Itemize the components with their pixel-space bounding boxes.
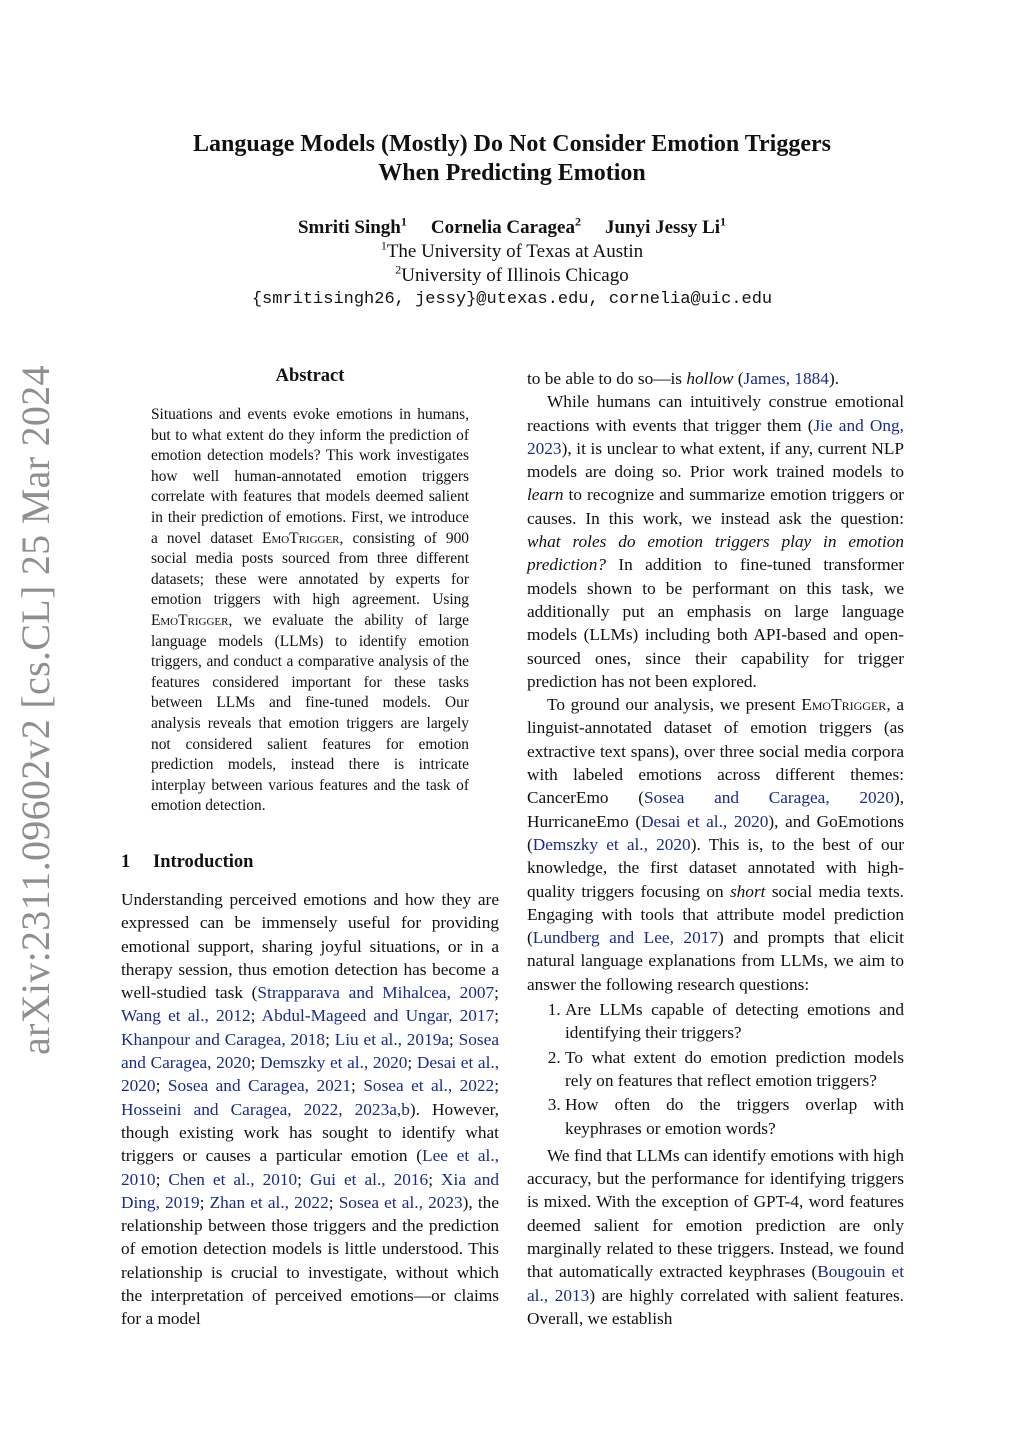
citation-link[interactable]: Gui et al., 2016	[310, 1169, 429, 1189]
citation-link[interactable]: Desai et al., 2020	[641, 811, 769, 831]
citation-link[interactable]: Abdul-Mageed and Ungar, 2017	[261, 1006, 495, 1026]
citation-link[interactable]: Wang et al., 2012	[121, 1006, 251, 1026]
arxiv-identifier-stamp: arXiv:2311.09602v2 [cs.CL] 25 Mar 2024	[13, 365, 58, 1055]
author-name: Cornelia Caragea	[430, 217, 575, 238]
paper-title	[100, 130, 924, 188]
introduction-right-column	[527, 367, 904, 1330]
abstract-heading: Abstract	[275, 366, 345, 386]
dataset-name: EmoTrigger	[151, 611, 229, 629]
list-item: 1. Are LLMs capable of detecting emotions and identifying their triggers?	[565, 998, 904, 1045]
affiliation-line: $^1$The University of Texas at Austin	[380, 238, 644, 262]
abstract-text: Situations and events evoke emotions in humans, but to what extent do they inform the prediction of emotion detection models? This work investigates how well human-annotated emotion triggers correlate with features that models deemed salient in their prediction of emotions. First, we introduce a novel dataset EmoTrigger, consisting of 900 social media posts sourced from three different datasets; these were annotated by experts for emotion triggers with high agreement. Using EmoTrigger, we evaluate the ability of large language models (LLMs) to identify emotion triggers, and conduct a comparative analysis of the features considered important for these tasks between LLMs and fine-tuned models. Our analysis reveals that emotion triggers are largely not considered salient features for emotion prediction models, instead there is intricate interplay between various features and the task of emotion detection.	[151, 406, 469, 815]
paragraph: To ground our analysis, we present EmoTrigger, a linguist-annotated dataset of emotion triggers (as extractive text spans), over three social media corpora with labeled emotions across different themes: CancerEmo (Sosea and Caragea, 2020), HurricaneEmo (Desai et al., 2020), and GoEmotions (Demszky et al., 2020). This is, to the best of our knowledge, the first dataset annotated with high-quality triggers focusing on short social media texts. Engaging with tools that attribute model prediction (Lundberg and Lee, 2017) and prompts that elicit natural language explanations from LLMs, we aim to answer the following research questions:	[527, 695, 905, 994]
citation-link[interactable]: Jie and Ong, 2023	[527, 415, 904, 458]
affiliation-mark: 1	[720, 214, 727, 229]
citation-link[interactable]: Sosea and Caragea, 2020	[644, 788, 894, 808]
citation-link[interactable]: Sosea and Caragea, 2021	[167, 1076, 352, 1096]
citation-link[interactable]: Sosea et al., 2023	[338, 1192, 463, 1212]
author-names	[100, 216, 924, 240]
section-title: Introduction	[153, 852, 254, 872]
paragraph: While humans can intuitively construe emotional reactions with events that trigger them (Jie and Ong, 2023), it is unclear to what extent, if any, current NLP models are doing so. Prior work trained models to learn to recognize and summarize emotion triggers or causes. In this work, we instead ask the question: what roles do emotion triggers play in emotion prediction? In addition to fine-tuned transformer models shown to be performant on this task, we additionally put an emphasis on large language models (LLMs) including both API-based and open-sourced ones, since their capability for trigger prediction has not been explored.	[527, 392, 904, 691]
section-heading-introduction	[121, 852, 253, 873]
research-questions-list	[527, 998, 904, 1140]
citation-link[interactable]: Strapparava and Mihalcea, 2007	[257, 983, 495, 1003]
citation-link[interactable]: James, 1884	[743, 369, 829, 388]
citation-link[interactable]: Sosea et al., 2022	[363, 1076, 495, 1096]
title-line-1: Language Models (Mostly) Do Not Consider Emotion Triggers	[193, 131, 831, 157]
paragraph: Understanding perceived emotions and how they are expressed can be immensely useful for providing emotional support, sharing joyful situations, or in a therapy session, thus emotion detection has become a well-studied task (Strapparava and Mihalcea, 2007; Wang et al., 2012; Abdul-Mageed and Ungar, 2017; Khanpour and Caragea, 2018; Liu et al., 2019a; Sosea and Caragea, 2020; Demszky et al., 2020; Desai et al., 2020; Sosea and Caragea, 2021; Sosea et al., 2022; Hosseini and Caragea, 2022, 2023a,b). However, though existing work has sought to identify what triggers or causes a particular emotion (Lee et al., 2010; Chen et al., 2010; Gui et al., 2016; Xia and Ding, 2019; Zhan et al., 2022; Sosea et al., 2023), the relationship between those triggers and the prediction of emotion detection models is little understood. This relationship is crucial to investigate, without which the interpretation of perceived emotions—or claims for a model	[121, 890, 500, 1329]
affiliation-mark: 2	[574, 214, 581, 229]
paragraph: to be able to do so—is hollow (James, 1884).	[527, 369, 840, 388]
citation-link[interactable]: Lee et al., 2010	[121, 1146, 499, 1189]
citation-link[interactable]: Bougouin et al., 2013	[527, 1262, 904, 1305]
citation-link[interactable]: Xia and Ding, 2019	[121, 1169, 499, 1212]
author-name: Junyi Jessy Li	[604, 217, 721, 238]
citation-link[interactable]: Desai et al., 2020	[121, 1053, 500, 1096]
section-number: 1	[121, 852, 131, 872]
list-item: 3. How often do the triggers overlap with keyphrases or emotion words?	[565, 1093, 904, 1140]
citation-link[interactable]: Zhan et al., 2022	[209, 1192, 329, 1212]
author-block	[100, 216, 924, 312]
citation-link[interactable]: Sosea and Caragea, 2020	[121, 1029, 499, 1073]
citation-link[interactable]: Demszky et al., 2020	[532, 834, 691, 854]
citation-link[interactable]: Chen et al., 2010	[168, 1169, 298, 1189]
paragraph: We find that LLMs can identify emotions with high accuracy, but the performance for identifying triggers is mixed. With the exception of GPT-4, word features deemed salient for emotion prediction are only marginally related to these triggers. Instead, we found that automatically extracted keyphrases (Bougouin et al., 2013) are highly correlated with salient features. Overall, we establish	[527, 1145, 904, 1328]
dataset-name: EmoTrigger	[262, 529, 340, 547]
affiliation-line: $^2$University of Illinois Chicago	[395, 262, 629, 286]
citation-link[interactable]: Khanpour and Caragea, 2018	[121, 1029, 326, 1049]
affiliation-mark: 1	[400, 214, 407, 229]
citation-link[interactable]: Liu et al., 2019a	[334, 1029, 450, 1049]
citation-link[interactable]: Demszky et al., 2020	[260, 1053, 408, 1073]
dataset-name: EmoTrigger	[801, 695, 887, 715]
list-item: 2. To what extent do emotion prediction models rely on features that reflect emotion triggers?	[565, 1046, 904, 1093]
introduction-left-column	[121, 888, 499, 1331]
author-name: Smriti Singh	[297, 217, 401, 238]
citation-link[interactable]: Lundberg and Lee, 2017	[532, 928, 718, 948]
author-emails[interactable]: {smritisingh26, jessy}@utexas.edu, cornelia@uic.edu	[251, 290, 773, 309]
title-line-2: When Predicting Emotion	[378, 160, 646, 186]
citation-link[interactable]: Hosseini and Caragea, 2022, 2023a,b	[121, 1099, 410, 1119]
